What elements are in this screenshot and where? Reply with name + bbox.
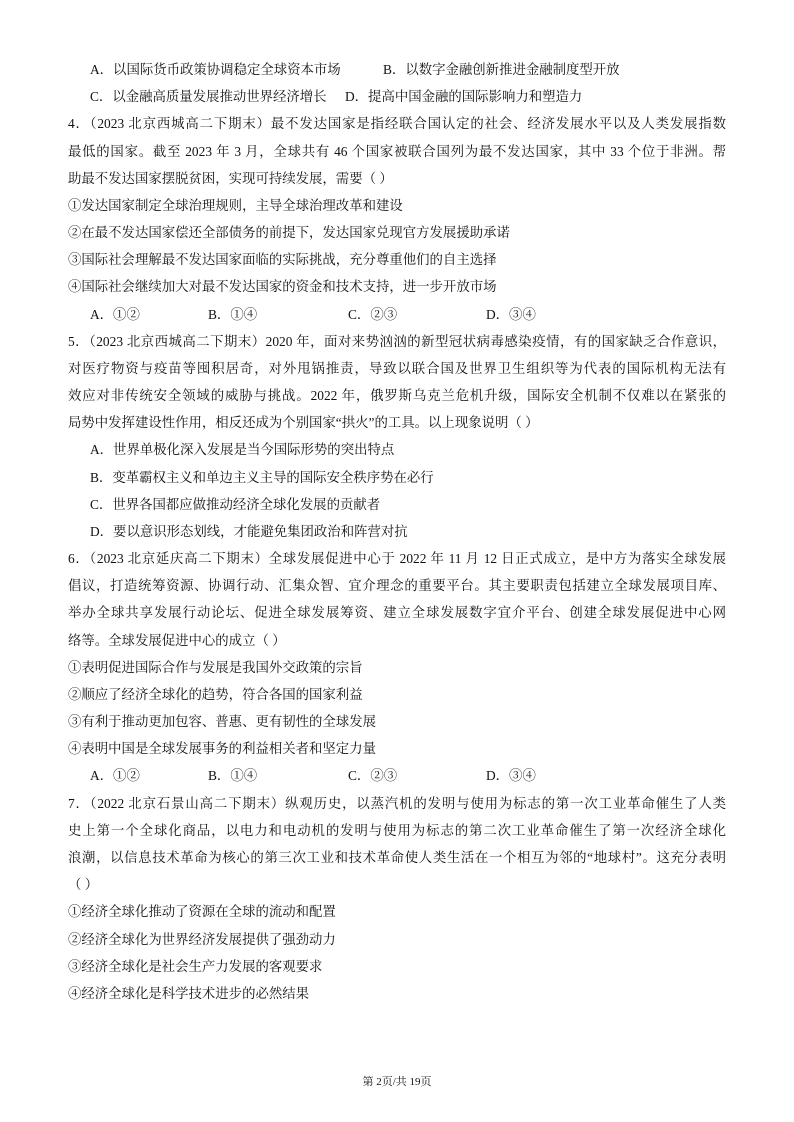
question-5-stem-line: 对医疗物资与疫苗等囤积居奇，对外甩锅推责，导致以联合国及世界卫生组织等为代表的国际机构无法有 bbox=[68, 360, 726, 376]
question-4-statement-3: ③国际社会理解最不发达国家面临的实际挑战，充分尊重他们的自主选择 bbox=[68, 252, 497, 268]
question-5-option-d: D．要以意识形态划线，才能避免集团政治和阵营对抗 bbox=[90, 523, 408, 539]
prev-question-options-row-1 bbox=[68, 56, 726, 83]
question-4-option-d: D．③④ bbox=[486, 306, 536, 322]
question-4-statement-2: ②在最不发达国家偿还全部债务的前提下，发达国家兑现官方发展援助承诺 bbox=[68, 225, 510, 241]
question-6-statement-3: ③有利于推动更加包容、普惠、更有韧性的全球发展 bbox=[68, 714, 376, 730]
question-6-stem-line: 倡议，打造统筹资源、协调行动、汇集众智、宜介理念的重要平台。其主要职责包括建立全球发展项目库、 bbox=[68, 578, 726, 594]
question-7-statement-4: ④经济全球化是科学技术进步的必然结果 bbox=[68, 985, 310, 1001]
question-7-stem-line: 浪潮，以信息技术革命为核心的第三次工业和技术革命使人类生活在一个相互为邻的“地球村”。这充分表明 bbox=[68, 849, 726, 865]
question-4 bbox=[68, 110, 726, 327]
question-4-options bbox=[68, 301, 726, 328]
prev-option-d: D．提高中国金融的国际影响力和塑造力 bbox=[345, 89, 583, 105]
question-4-statement-1: ①发达国家制定全球治理规则，主导全球治理改革和建设 bbox=[68, 197, 403, 213]
question-6-option-c: C．②③ bbox=[348, 768, 398, 784]
question-4-stem-line: 最低的国家。截至 2023 年 3 月，全球共有 46 个国家被联合国列为最不发达国家，其中 33 个位于非洲。帮 bbox=[68, 143, 726, 159]
question-7-statement-2: ②经济全球化为世界经济发展提供了强劲动力 bbox=[68, 931, 336, 947]
question-5-stem-line: 效应对非传统安全领域的威胁与挑战。2022 年，俄罗斯乌克兰危机升级，国际安全机制不仅难以在紧张的 bbox=[68, 388, 726, 404]
question-5 bbox=[68, 328, 726, 545]
question-7-stem-line: 史上第一个全球化商品，以电力和电动机的发明与使用为标志的第二次工业革命催生了第一次经济全球化 bbox=[68, 822, 726, 838]
question-5-option-a: A．世界单极化深入发展是当今国际形势的突出特点 bbox=[90, 442, 395, 458]
question-5-stem-line: 局势中发挥建设性作用，相反还成为个别国家“拱火”的工具。以上现象说明（ ） bbox=[68, 415, 539, 431]
question-6-stem-line: 络等。全球发展促进中心的成立（ ） bbox=[68, 632, 286, 648]
question-5-option-c: C．世界各国都应做推动经济全球化发展的贡献者 bbox=[90, 496, 381, 512]
page-number-footer: 第 2页/共 19页 bbox=[362, 1076, 432, 1088]
question-6-statement-4: ④表明中国是全球发展事务的利益相关者和坚定力量 bbox=[68, 741, 376, 757]
question-5-stem-line: 5．（2023 北京西城高二下期末）2020 年，面对来势汹汹的新型冠状病毒感染疫情，有的国家缺乏合作意识， bbox=[68, 333, 726, 349]
question-6-option-b: B．①④ bbox=[208, 768, 258, 784]
question-6-options bbox=[68, 762, 726, 789]
question-6-statement-1: ①表明促进国际合作与发展是我国外交政策的宗旨 bbox=[68, 659, 363, 675]
question-7-statement-3: ③经济全球化是社会生产力发展的客观要求 bbox=[68, 958, 323, 974]
question-6-stem-line: 举办全球共享发展行动论坛、促进全球发展筹资、建立全球发展数字宜介平台、创建全球发展促进中心网 bbox=[68, 605, 726, 621]
question-6-option-d: D．③④ bbox=[486, 768, 536, 784]
question-4-option-c: C．②③ bbox=[348, 306, 398, 322]
prev-option-c: C．以金融高质量发展推动世界经济增长 bbox=[90, 89, 327, 105]
question-6 bbox=[68, 545, 726, 790]
question-6-statement-2: ②顺应了经济全球化的趋势，符合各国的国家利益 bbox=[68, 686, 363, 702]
question-7-stem-line: 7．（2022 北京石景山高二下期末）纵观历史，以蒸汽机的发明与使用为标志的第一次工业革命催生了人类 bbox=[68, 795, 726, 811]
question-7-answer-blank: （ ） bbox=[68, 877, 99, 893]
question-4-option-b: B．①④ bbox=[208, 306, 258, 322]
prev-option-b: B．以数字金融创新推进金融制度型开放 bbox=[383, 62, 620, 77]
question-4-option-a: A．①② bbox=[90, 306, 140, 322]
prev-option-a: A．以国际货币政策协调稳定全球资本市场 bbox=[90, 62, 341, 77]
question-4-stem-line: 助最不发达国家摆脱贫困，实现可持续发展，需要（ ） bbox=[68, 170, 393, 186]
question-7 bbox=[68, 790, 726, 1007]
question-6-option-a: A．①② bbox=[90, 768, 140, 784]
question-7-statement-1: ①经济全球化推动了资源在全球的流动和配置 bbox=[68, 904, 336, 920]
question-4-statement-4: ④国际社会继续加大对最不发达国家的资金和技术支持，进一步开放市场 bbox=[68, 279, 497, 295]
page-content bbox=[68, 56, 726, 1007]
question-6-stem-line: 6．（2023 北京延庆高二下期末）全球发展促进中心于 2022 年 11 月 12 日正式成立，是中方为落实全球发展 bbox=[68, 551, 726, 567]
prev-question-options-row-2 bbox=[68, 83, 726, 110]
question-4-stem-line: 4．（2023 北京西城高二下期末）最不发达国家是指经联合国认定的社会、经济发展水平以及人类发展指数 bbox=[68, 116, 726, 132]
question-5-option-b: B．变革霸权主义和单边主义主导的国际安全秩序势在必行 bbox=[90, 469, 434, 485]
